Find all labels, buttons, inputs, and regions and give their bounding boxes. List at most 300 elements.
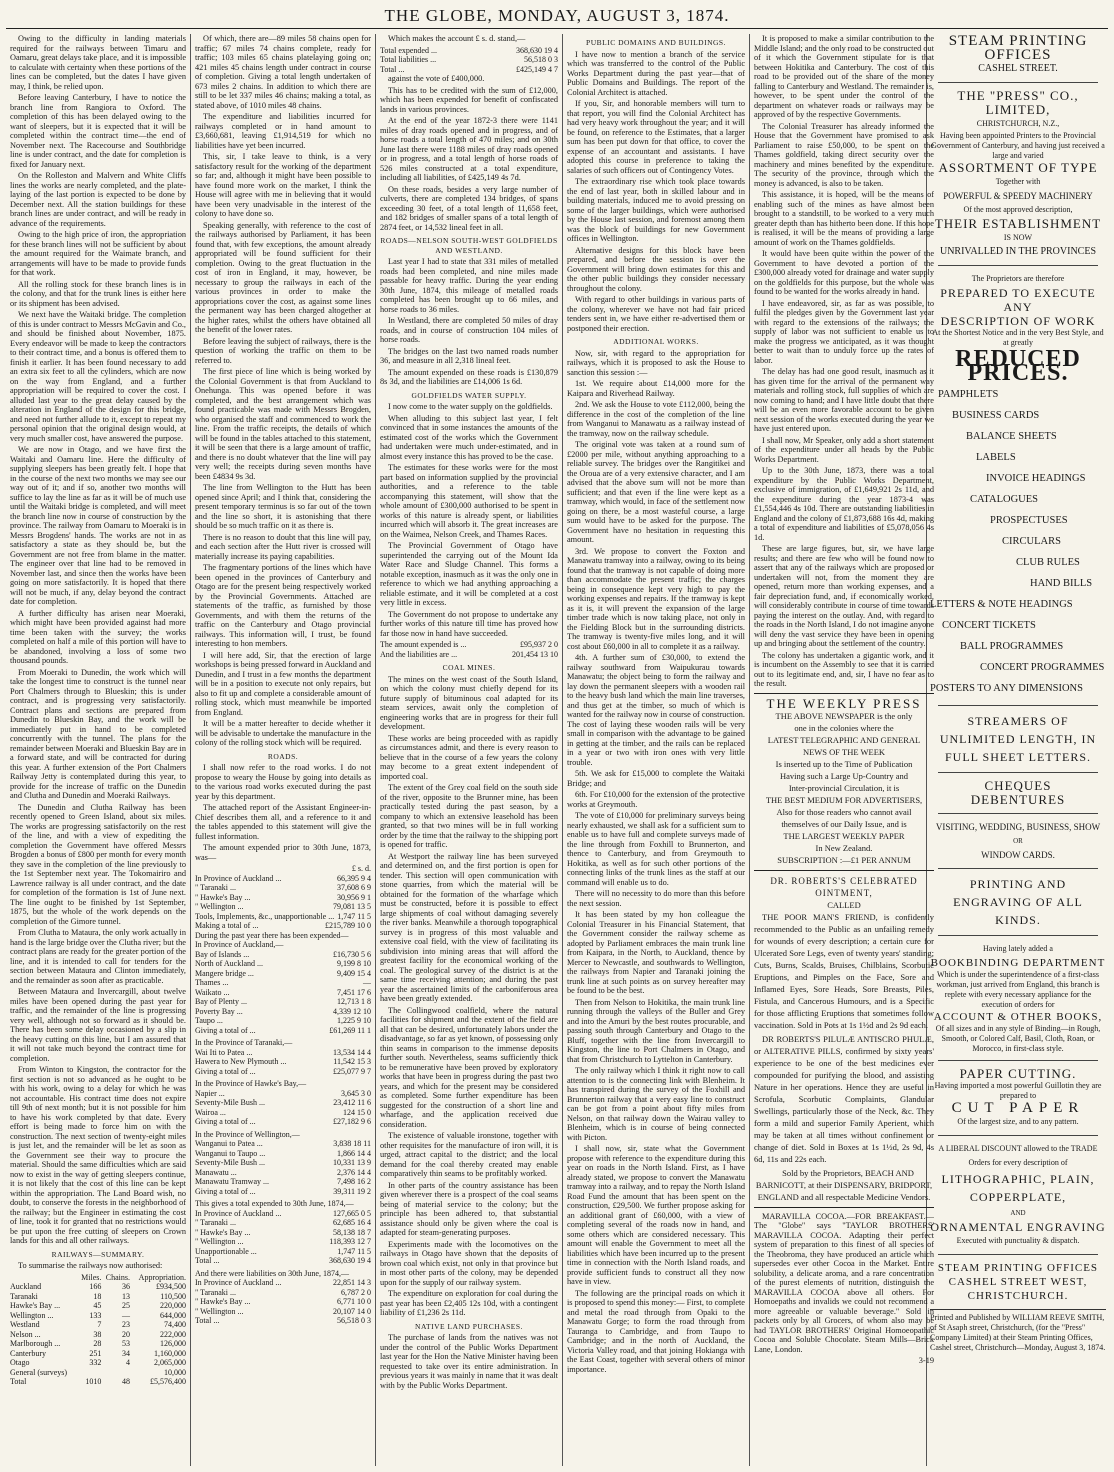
water-paragraphs bbox=[380, 402, 558, 638]
paragraph: I shall now, Mr Speaker, only add a short statement of the expenditure under all heads by the Public Works Department. bbox=[754, 435, 934, 464]
summary-cell: 13 bbox=[122, 1291, 131, 1301]
ad-item: BUSINESS CARDS bbox=[952, 410, 1040, 421]
account-label: Wai Iti to Patea ... bbox=[195, 1047, 253, 1057]
summary-cell: General (surveys) bbox=[10, 1367, 68, 1377]
account-amount: 30,956 9 1 bbox=[337, 892, 371, 902]
ad-bind: BOOKBINDING DEPARTMENT bbox=[930, 957, 1106, 969]
account-amount: 3,838 18 11 bbox=[333, 1139, 371, 1148]
paragraph: It will be a matter hereafter to decide whether it will be advisable to undertake the manufacture in the colony of the rolling stock which will be required. bbox=[195, 719, 371, 747]
account-amount: 79,081 13 5 bbox=[333, 902, 371, 911]
account-row bbox=[195, 893, 371, 903]
cocoa-ref: 3-19 bbox=[918, 1356, 934, 1365]
paragraph: The expenditure and liabilities incurred for railways completed or in hand amount to £3,660,681, leaving £1,914,519 for which no liabilities have yet been incurred. bbox=[195, 112, 371, 150]
paragraph: A further difficulty has arisen near Moeraki, which might have been provided against had more time been taken with the survey; the works completed on half a mile of this portion will have to be abandoned, involving a loss of some two thousand pounds. bbox=[10, 608, 186, 665]
summary-cell: Canterbury bbox=[10, 1348, 46, 1358]
account-amount: £61,269 11 1 bbox=[329, 1025, 371, 1035]
paragraph: At the end of the year 1872-3 there were 1141 miles of dray roads opened and in progress, and of horse roads a total length of 470 miles; and on 30th June last there were 1188 miles of dray roads opened or in progress, and a total length of horse roads of 526 miles constructed at a total expenditure, including all liabilities, of £425,149 4s 7d. bbox=[380, 116, 558, 182]
account-label: " Hawke's Bay ... bbox=[195, 1297, 251, 1306]
ad-guillotin: Having imported a most powerful Guillotin they are prepared to bbox=[934, 1081, 1102, 1100]
ad-desc: DESCRIPTION OF WORK bbox=[940, 314, 1096, 328]
ad-item: BALL PROGRAMMES bbox=[960, 641, 1064, 652]
ad-sizes: Of all sizes and in any style of Binding—in Rough, Smooth, or Colored Calf, Basil, Cloth, Roan, or Morocco, in first-class style. bbox=[935, 1024, 1101, 1053]
account-row bbox=[195, 1218, 371, 1228]
additional-item: The only railway which I think it right now to call attention to is the connecting link with Blenheim. It has transpired during the survey of the Foxhill and Brunnerton railway that a very easy line to construct can be got from a point about fifty miles from Nelson, on that railway down the Wairau valley to Blenheim, which is in course of being connected with Picton. bbox=[567, 1066, 745, 1142]
paragraph: Before leaving Canterbury, I have to notice the branch line from Rangiora to Oxford. The completion of this has been delayed owing to the want of sleepers, but it is expected that it will be completed within the contract time—the end of November next. The Racecourse and Southbridge line is under contract, and the date for completion is fixed for January next. bbox=[10, 93, 186, 169]
account-amount: 9,199 8 10 bbox=[337, 959, 371, 968]
ad-item: PAMPHLETS bbox=[938, 389, 999, 400]
paragraph: When alluding to this subject last year, I felt convinced that in some instances the amounts of the estimated cost of the works which the Government had undertaken were much under-estimated, and in almost every instance this has proved to be the case. bbox=[380, 413, 558, 461]
summary-cell: 166 bbox=[89, 1282, 102, 1291]
account-label: Poverty Bay ... bbox=[195, 1006, 243, 1016]
account-amount: 1,747 11 5 bbox=[337, 911, 371, 921]
summary-row bbox=[10, 1330, 186, 1340]
summary-cell: 110,500 bbox=[160, 1291, 186, 1301]
column-5 bbox=[754, 34, 934, 1466]
account-intro: During the past year there has been expended— bbox=[195, 930, 349, 940]
weekly-press-line: THE LARGEST WEEKLY PAPER bbox=[783, 830, 905, 841]
account-amount: 13,534 14 4 bbox=[333, 1047, 371, 1057]
paragraph: Owing to the high price of iron, the appropriation for these branch lines will not be sufficient by about the amount required for the Waimate branch, and arrangements will have to be made to provide funds for that work. bbox=[10, 230, 186, 277]
coal-heading: COAL MINES. bbox=[442, 663, 496, 672]
summary-cell: 48 bbox=[122, 1377, 131, 1386]
account-label: Wairoa ... bbox=[195, 1107, 226, 1117]
summary-cell: 1010 bbox=[85, 1377, 102, 1386]
native-paragraphs bbox=[380, 1333, 558, 1390]
paragraph: The colony has undertaken a gigantic work, and it is incumbent on the Assembly to see that it is carried out to its legitimate end, and, sir, I have no fear as to the result. bbox=[754, 650, 934, 688]
paragraph: From Winton to Kingston, the contractor for the first section is not so advanced as he ought to be with his work, owing to a delay for which he was not accountable. His contract time does not expire till 9th of next month; but it is not possible for him to have his work completed by that date. Every effort is being made to force him on with the construction. The next section of twenty-eight miles is just let, and the remainder will be let as soon as the Government see their way to procure the material. Should the same difficulties which are said now to exist in the way of getting sleepers continue, it is not likely that the cost of this line can be kept within the appropriation. The Land Board wish, no doubt, to conserve the forests in the neighborhood of the railway; but the Engineer in estimating the cost of line, took it for granted that no restrictions would be put upon the free cutting of sleepers on Crown lands for this and all other railways. bbox=[10, 1065, 186, 1245]
summary-cell: 7 bbox=[97, 1320, 102, 1329]
ad-city: CHRISTCHURCH, N.Z., bbox=[976, 119, 1060, 128]
account-label: Total expended ... bbox=[380, 45, 437, 55]
account-amount: 62,685 16 4 bbox=[333, 1218, 371, 1227]
summary-cell: 74,400 bbox=[164, 1320, 186, 1329]
weekly-press-line: themselves of our Daily Issue, and is bbox=[781, 818, 907, 829]
summary-cell: 133 bbox=[89, 1310, 102, 1320]
ad-unrivalled: UNRIVALLED IN THE PROVINCES bbox=[939, 246, 1097, 257]
summary-header-row bbox=[10, 1273, 186, 1283]
account-label: Manawatu ... bbox=[195, 1167, 237, 1177]
ointment-ad bbox=[754, 870, 934, 1203]
account-row bbox=[195, 874, 371, 884]
column-3 bbox=[380, 34, 558, 1466]
ad-company: THE "PRESS" CO., LIMITED, bbox=[957, 88, 1079, 117]
weekly-press-line: LATEST TELEGRAPHIC AND GENERAL bbox=[767, 734, 921, 745]
account-row bbox=[195, 1307, 371, 1317]
additional-item: It has been stated by my hon colleague the Colonial Treasurer in his Financial Statement, that the Government consider the railway scheme as adopted by Parliament embraces the main trunk line from Kaipara, in the North, to Auckland, thence by Mercer to Newcastle, and southwards to Wellington, the railways from Napier and Taranaki joining the trunk line at such points as on survey hereafter may be found to be the best. bbox=[567, 910, 745, 995]
summary-header-cell: Chains. bbox=[105, 1272, 131, 1282]
paragraph: Last year I had to state that 331 miles of metalled roads had been completed, and nine miles made passable for heavy traffic. During the year ending 30th June, 1874, this mileage of metalled roads completed has been brought up to 66 miles, and horse roads to 36 miles. bbox=[380, 257, 558, 314]
column-5-paragraphs bbox=[754, 34, 934, 689]
account-row bbox=[380, 55, 558, 65]
paragraph: I shall now refer to the road works. I do not propose to weary the House by going into details as to the various road works executed during the past year by this department. bbox=[195, 763, 371, 801]
summary-cell: Marlborough ... bbox=[10, 1339, 61, 1348]
ad-bind-body: Which is under the superintendence of a first-class workman, just arrived from England, this branch is replete with every necessary appliance for the execution of orders for bbox=[936, 970, 1100, 1009]
account-label: The amount expended is ... bbox=[380, 640, 467, 649]
paragraph: These works are being proceeded with as rapidly as circumstances admit, and there is every reason to believe that in the course of a few years the colony may become to a great extent independent of imported coal. bbox=[380, 733, 558, 781]
paragraph: The extent of the Grey coal field on the south side of the river, opposite to the Brunner mine, has been practically tested during the past season, by a company to which an extensive leasehold has been granted, so that two mines will be in full working order by the time that the railway to the shipping port is opened for traffic. bbox=[380, 783, 558, 849]
additional-item: 4th. A further sum of £30,000, to extend the railway southward from Waipukurau towards Manawatu; the object being to form the railway and lay down the permanent sleepers with a wooden rail to the heavy bush land which the main line traverses, and thus get at the timber, so much of which is wanted for the railway now in course of construction. The cost of laying these wooden rails will be very small in comparison with the advantage to be gained in getting at the timber, and the rails can be replaced in a year or two with iron ones with very little trouble. bbox=[567, 653, 745, 767]
ad-item: BALANCE SHEETS bbox=[966, 431, 1057, 442]
weekly-press-line: Inter-provincial Circulation, it is bbox=[788, 782, 900, 793]
account-amount: £16,730 5 6 bbox=[333, 949, 371, 959]
summary-cell: 644,000 bbox=[160, 1310, 186, 1320]
paragraph: The attached report of the Assistant Engineer-in-Chief describes them all, and a reference to it and the tables appended to this statement will give the fullest information. bbox=[195, 803, 371, 841]
account-row bbox=[380, 650, 558, 660]
ad-item: LETTERS & NOTE HEADINGS bbox=[930, 599, 1073, 610]
ad-approved: Of the most approved description, bbox=[963, 205, 1073, 214]
paragraph: The estimates for these works were for the most part based on information supplied by the provincial authorities, and a reference to the table accompanying this statement, will show that the whole amount of £300,000 authorised to be spent in works of this nature is already spent, or liabilities incurred which will absorb it. The great increases are on the Waimea, Nelson Creek, and Thames Races. bbox=[380, 463, 558, 539]
paragraph: We are now in Otago, and we have first the Waitaki and Oamaru line. Here the difficulty of supplying sleepers has been greatly felt. I hope that in the course of the next two months we may see our way out of it; and if so, another two months will suffice to lay the line as far as it will be of much use until the Waitaki bridge is completed, and will meet the branch line now in course of construction by the province. The railway from Oamaru to Moeraki is in Messrs Brogdens' hands. The works are not in as satisfactory a state as they should be, but the Government are not free from blame in the matter. The engineer over that line had to be removed in November last, and since then the works have been going on more satisfactorily. It is hoped that there will not be much, if any, delay beyond the contract date for completion. bbox=[10, 445, 186, 606]
native-heading: NATIVE LAND PURCHASES. bbox=[415, 1321, 523, 1331]
summary-intro: To summarise the railways now authorised: bbox=[18, 1261, 163, 1270]
account-row bbox=[195, 912, 371, 922]
ad-item: POSTERS TO ANY DIMENSIONS bbox=[930, 683, 1083, 694]
summary-cell: 36 bbox=[122, 1282, 131, 1291]
column-divider bbox=[749, 34, 750, 1466]
account-label: " Hawke's Bay ... bbox=[195, 892, 251, 902]
ad-item: CONCERT TICKETS bbox=[942, 620, 1036, 631]
paragraph: I have now to mention a branch of the service which was transferred to the control of the Public Works Department during the past year—that of Public Domains and Buildings. The report of the Colonial Architect is attached. bbox=[567, 49, 745, 97]
paragraph: The Provincial Government of Otago have superintended the carrying out of the Mount Ida Water Race and Sludge Channel. This forms a notable exception, inasmuch as it was the only one in reference to which we had anything approaching a reliable estimate, and it will be completed at a cost very little in excess. bbox=[380, 541, 558, 607]
additional-intro: Now, sir, with regard to the appropriation for railways, which it is proposed to ask the House to sanction this session :— bbox=[567, 348, 745, 377]
account-intro: And there were liabilities on 30th June, 1874,— bbox=[195, 1268, 349, 1278]
ad-estab: THEIR ESTABLISHMENT bbox=[934, 216, 1102, 231]
account-label: Thames ... bbox=[195, 978, 229, 987]
account-amount: £95,937 2 0 bbox=[520, 640, 558, 649]
summary-header-cell bbox=[10, 1273, 77, 1283]
account-subhead: In Province of Auckland,— bbox=[195, 940, 284, 949]
account-amount: 127,665 0 5 bbox=[333, 1208, 371, 1218]
summary-row bbox=[10, 1311, 186, 1321]
account-subhead: In the Province of Wellington,— bbox=[195, 1129, 300, 1139]
paragraph: If you, Sir, and honorable members will turn to that report, you will find the Colonial Architect has had very heavy work throughout the year; and it will be found, on reference to the Estimates, that a larger sum has been put down for that office, to cover the expense of an accountant and assistants. I have adopted this course in preference to taking the salaries of such officers out of Contingency Votes. bbox=[567, 99, 745, 175]
paragraph: In other parts of the country assistance has been given wherever there is a prospect of the coal seams being of material service to the colony; but the principle has been adhered to, that substantial assistance should only be given where the coal is adapted for steam-generating purposes. bbox=[380, 1180, 558, 1237]
paragraph: Before leaving the subject of railways, there is the question of working the traffic on them to be referred to. bbox=[195, 336, 371, 365]
summary-cell: 220,000 bbox=[160, 1301, 186, 1310]
masthead-rule bbox=[6, 28, 1108, 29]
account-row bbox=[195, 1237, 371, 1247]
nelson-paragraphs bbox=[380, 257, 558, 387]
summary-cell bbox=[101, 1368, 130, 1378]
summary-cell: — bbox=[122, 1310, 131, 1320]
account-row bbox=[195, 950, 371, 960]
account-row bbox=[195, 1089, 371, 1099]
summary-cell: Nelson ... bbox=[10, 1329, 41, 1339]
summary-cell: 23 bbox=[122, 1320, 131, 1329]
roads-heading: ROADS. bbox=[267, 751, 299, 761]
account-amount: £215,789 10 0 bbox=[325, 921, 371, 930]
summary-cell: 38 bbox=[93, 1329, 102, 1339]
summary-cell: 53 bbox=[122, 1339, 131, 1348]
account-amount: 4,339 12 10 bbox=[333, 1006, 371, 1016]
paragraph: The line from Wellington to the Hutt has been opened since April; and I think that, considering the present temporary terminus is so far out of the town and the line so short, it is astonishing that there should be so much traffic on it as there is. bbox=[195, 483, 371, 530]
ad-item: CATALOGUES bbox=[970, 494, 1038, 505]
account-row bbox=[195, 1297, 371, 1307]
weekly-press-line: NEWS OF THE WEEK bbox=[802, 746, 886, 757]
paragraph: Alternative designs for this block have been prepared, and before the session is over the Government will bring down estimates for this and the other public buildings they consider necessary throughout the colony. bbox=[567, 245, 745, 293]
additional-item: 5th. We ask for £15,000 to complete the Waitaki Bridge; and bbox=[567, 769, 745, 788]
account-row bbox=[195, 969, 371, 979]
paragraph: Of which, there are—89 miles 58 chains open for traffic; 67 miles 74 chains complete, ready for traffic; 103 miles 65 chains platelaying going on; 421 miles 45 chains length under contract in course of completion. Giving a total length undertaken of 673 miles 2 chains. In addition to which there are still to be let 337 miles 46 chains; making a total, as stated above, of 1010 miles 48 chains. bbox=[195, 34, 371, 110]
ad-streamers: STREAMERS OF UNLIMITED LENGTH, IN FULL SHEET LETTERS. bbox=[939, 714, 1097, 764]
ad-debentures: DEBENTURES bbox=[970, 792, 1066, 807]
additional-items bbox=[567, 379, 745, 1374]
additional-item: The vote of £10,000 for preliminary surveys being nearly exhausted, we shall ask for a sufficient sum to enable us to have full and complete surveys made of the line through from Foxhill to Brunnerton, and thence to Canterbury, and from Greymouth to Hokitika, as well as for such other portions of the connecting links of the trunk lines as the staff at our command will enable us to do. bbox=[567, 811, 745, 887]
summary-total-row bbox=[10, 1377, 186, 1387]
paragraph: On these roads, besides a very large number of culverts, there are completed 134 bridges, of spans exceeding 30 feet, of a total length of 11,658 feet, and 182 bridges of smaller spans of a total length of 2874 feet, or 14,532 lineal feet in all. bbox=[380, 184, 558, 232]
summary-header-cell: Appropriation. bbox=[138, 1272, 186, 1282]
additional-heading: ADDITIONAL WORKS. bbox=[613, 337, 699, 346]
paragraph: The amount expended on these roads is £130,879 8s 3d, and the liabilities are £14,006 1s 6d. bbox=[380, 367, 558, 386]
account-amount: 124 15 0 bbox=[343, 1107, 371, 1117]
summary-cell: 28 bbox=[93, 1339, 102, 1348]
account-amount: 66,395 9 4 bbox=[337, 873, 371, 883]
column-4-paragraphs bbox=[567, 50, 745, 334]
account-amount: 56,518 0 3 bbox=[337, 1316, 371, 1325]
account-row bbox=[195, 1007, 371, 1017]
ad-item: LABELS bbox=[976, 452, 1016, 463]
paragraph: The delay has had one good result, inasmuch as it has given time for the arrival of the permanent way materials and rolling stock, full supplies of which are now coming to hand; and I have little doubt that there will be an even more favorable account to be given next session of the works executed during the year we have just entered upon. bbox=[754, 367, 934, 433]
account-label: Wanganui to Patea ... bbox=[195, 1139, 263, 1148]
ad-cut: CUT PAPER bbox=[951, 1100, 1085, 1116]
column-2 bbox=[195, 34, 371, 1466]
weekly-press-ad bbox=[754, 693, 934, 866]
account-total bbox=[195, 1316, 371, 1326]
ad-item: PROSPECTUSES bbox=[990, 515, 1068, 526]
paragraph: The mines on the west coast of the South Island, on which the colony must chiefly depend for its future supply of bituminous coal adapted for its steam services, await only the completion of engineering works that are in progress for their full development. bbox=[380, 674, 558, 731]
summary-cell: 126,000 bbox=[160, 1339, 186, 1348]
paragraph: On the Rolleston and Malvern and White Cliffs lines the works are nearly completed, and the plate-laying of the last portion is expected to be done by December next. All the station buildings for these branch lines are under contract, and will be ready in advance of the requirements. bbox=[10, 171, 186, 228]
ad-visiting: VISITING, WEDDING, BUSINESS, SHOW bbox=[935, 822, 1101, 832]
summary-cell: Auckland bbox=[10, 1282, 42, 1291]
account-row bbox=[195, 1228, 371, 1238]
ad-account: ACCOUNT & OTHER BOOKS, bbox=[933, 1011, 1103, 1023]
weekly-press-line: SUBSCRIPTION :—£1 PER ANNUM bbox=[777, 854, 911, 865]
column-1 bbox=[10, 34, 186, 1466]
paragraph: There is no reason to doubt that this line will pay, and each section after the Hutt river is crossed will materially increase its paying capabilities. bbox=[195, 532, 371, 561]
ad-item: CIRCULARS bbox=[1002, 536, 1061, 547]
summary-cell: 332 bbox=[89, 1358, 102, 1367]
weekly-press-line: Is inserted up to the Time of Publication bbox=[775, 758, 913, 769]
additional-item: The following are the principal roads on which it is proposed to spend this money:— First, to complete and metal the road through from Opaki to the Manawatu Gorge; to form the road through from Tauranga to Cambridge, and from Taupo to Cambridge; and in the north of Auckland, the Victoria Valley road, and that joining Hokianga with the East Coast, together with several others of minor importance. bbox=[567, 1288, 745, 1374]
summary-cell: 251 bbox=[89, 1348, 102, 1358]
ad-printing: PRINTING AND ENGRAVING OF ALL KINDS. bbox=[953, 877, 1083, 927]
ad-or: OR bbox=[1013, 837, 1023, 845]
column-divider bbox=[375, 34, 376, 1466]
additional-item: 3rd. We propose to convert the Foxton and Manawatu tramway into a railway, owing to its being found that the tramway is not capable of doing more than accommodate the present traffic; the charges being in consequence kept very high to pay the working expenses and repairs. If the tramway is kept as it is, it will prevent the expansion of the large timber trade which is now taking place, not only in the Fielding Block but in the surrounding districts. The tramway is twenty-five miles long, and it will cost about £60,000 in all to complete it as a railway. bbox=[567, 546, 745, 651]
summary-cell: 222,000 bbox=[160, 1329, 186, 1339]
account-row bbox=[195, 883, 371, 893]
account-label: In Province of Auckland ... bbox=[195, 1208, 282, 1218]
account-amount: 20,107 14 0 bbox=[333, 1306, 371, 1316]
account-row bbox=[195, 988, 371, 998]
ad-together: Together with bbox=[995, 177, 1041, 186]
account-subhead: In the Province of Taranaki,— bbox=[195, 1038, 293, 1047]
summary-row bbox=[10, 1349, 186, 1359]
weekly-press-title: THE WEEKLY PRESS bbox=[766, 695, 922, 711]
account-amount: 1,866 14 4 bbox=[337, 1148, 371, 1158]
account-label: Giving a total of ... bbox=[195, 1186, 256, 1196]
ad-intro: Having been appointed Printers to the Provincial Government of Canterbury, and having just received a large and varied bbox=[931, 131, 1105, 160]
ad-items bbox=[930, 384, 1106, 699]
account-label: Total ... bbox=[195, 1256, 220, 1265]
ad-litho: LITHOGRAPHIC, PLAIN, COPPERPLATE, bbox=[941, 1172, 1095, 1204]
paragraph: The Government do not propose to undertake any further works of this nature till time has proved how far those now in hand have succeeded. bbox=[380, 609, 558, 638]
weekly-press-line: one in the colonies where the bbox=[794, 722, 894, 733]
paragraph: It is proposed to make a similar contribution to the Middle Island; and the only road to be constructed out of it which the Government stipulate for is that between Hokitika and Canterbury. The cost of this road to be provided out of the share of the money falling to Canterbury and Westland. The remainder is, however, to be spent under the control of the department on whatever roads or railways may be approved of by the respective Governments. bbox=[754, 34, 934, 119]
account-amount: 201,454 13 10 bbox=[512, 649, 558, 659]
paragraph: From Moeraki to Dunedin, the work which will take the longest time to construct is the tunnel near Port Chalmers through to Blueskin; this is under contract, and is progressing very satisfactorily. Contract plans and sections are prepared from Dunedin to Blueskin Bay, and the work will be immediately put in hand to be completed concurrently with the tunnel. The plans for the remainder between Moeraki and Blueskin Bay are in a forward state, and will be contracted for during this year. A further extension of the Port Chalmers Railway Jetty is contemplated during this year, to provide for the increase of traffic on the Dunedin and Clutha and Dunedin and Moeraki Railways. bbox=[10, 667, 186, 800]
coal-paragraphs bbox=[380, 675, 558, 1318]
column-3-paragraphs bbox=[380, 74, 558, 232]
account-amount: 58,138 18 7 bbox=[333, 1227, 371, 1237]
account-amount: 368,630 19 4 bbox=[516, 45, 558, 55]
paragraph: The existence of valuable ironstone, together with other requisites for the manufacture of iron will, it is urged, attract capital to the district; and the local demand for the coal thereby created may enable comparatively thin seams to be profitably worked. bbox=[380, 1131, 558, 1178]
account-total bbox=[195, 1117, 371, 1127]
ad-orders: Orders for every description of bbox=[968, 1158, 1068, 1167]
ad-and: AND bbox=[1010, 1209, 1026, 1217]
summary-cell bbox=[77, 1368, 101, 1378]
roads-paragraphs bbox=[195, 763, 371, 862]
additional-item: 1st. We require about £14,000 more for the Kaipara and Riverhead Railway. bbox=[567, 379, 745, 398]
summary-cell: 18 bbox=[93, 1291, 102, 1301]
account-amount: £25,077 9 7 bbox=[333, 1066, 371, 1076]
column-1-paragraphs bbox=[10, 34, 186, 1246]
summary-cell: Taranaki bbox=[10, 1291, 38, 1301]
paragraph: I have endeavored, sir, as far as was possible, to fulfil the pledges given by the Government last year with regard to the extensions of the railways; the supply of labor was not sufficient to enable us to make the progress we anticipated, as it was thought better to wait than to unduly force up the rates of labor. bbox=[754, 298, 934, 365]
ad-assort: ASSORTMENT OF TYPE bbox=[938, 160, 1098, 175]
paragraph: From Clutha to Mataura, the only work actually in hand is the large bridge over the Clutha river; but the contract plans are ready for the greater portion of the line, and it is intended to call for tenders for the section between Mataura and Clinton immediately, and the remainder as soon after as practicable. bbox=[10, 928, 186, 985]
summary-cell: Otago bbox=[10, 1358, 30, 1367]
summary-cell: Wellington ... bbox=[10, 1310, 54, 1320]
account-row bbox=[195, 959, 371, 969]
account-label: Bay of Plenty ... bbox=[195, 997, 247, 1006]
account-label: Mangere bridge ... bbox=[195, 968, 254, 978]
account-row bbox=[195, 1108, 371, 1118]
ad-notice: At the Shortest Notice and in the very Best Style, and at greatly bbox=[932, 328, 1104, 347]
account-header: £ s. d. bbox=[351, 864, 371, 873]
weekly-press-line: In New Zealand. bbox=[815, 842, 873, 853]
account-label: Giving a total of ... bbox=[195, 1025, 256, 1035]
nelson-heading: ROADS—NELSON SOUTH-WEST GOLDFIELDS AND WESTLAND. bbox=[380, 236, 558, 255]
account-label: Making a total of ... bbox=[195, 921, 259, 930]
weekly-press-line: Also for those readers who cannot avail bbox=[776, 806, 912, 817]
summary-row bbox=[10, 1282, 186, 1292]
account-label: Tools, Implements, &c., unapportionable ... bbox=[195, 911, 335, 921]
account-amount: 1,747 11 5 bbox=[337, 1246, 371, 1256]
domains-heading: PUBLIC DOMAINS AND BUILDINGS. bbox=[586, 38, 726, 47]
paragraph: At Westport the railway line has been surveyed and determined on, and the first portion is open for tender. This section will open communication with stone quarries, from which the material will be obtained for the formation of the wharfage which must be constructed, before it is possible to effect large shipments of coal without damaging severely the river banks. Meanwhile a thorough topographical survey is in progress of this most valuable and extensive coal field, with the view of facilitating its subdivision into mining areas that will afford the greatest facility for the economical working of the coal. The geological survey of the district is at the same time receiving attention; and during the past year the ascertained limits of the carboniferous area have been greatly extended. bbox=[380, 851, 558, 1003]
paragraph: The fragmentary portions of the lines which have been opened in the provinces of Canterbury and Otago are for the present being respectively worked by the Provincial Governments. Attached are statements of the traffic, as furnished by those Governments, and with them the returns of the traffic on the Canterbury and Otago provincial railways. This information will, I trust, be found interesting to hon members. bbox=[195, 563, 371, 648]
ad-item: HAND BILLS bbox=[1030, 578, 1093, 589]
ad-discount: A LIBERAL DISCOUNT allowed to the TRADE bbox=[938, 1144, 1098, 1153]
account-row bbox=[380, 46, 558, 56]
cocoa-body: MARAVILLA COCOA.—FOR BREAKFAST.—The "Globe" says "TAYLOR BROTHERS' MARAVILLA COCOA. Adapting their perfect system of preparation to this finest of all species of the Theobroma, they have produced an article which supersedes ever other Cocoa in the Market. Entire solubility, a delicate aroma, and a rare concentration of the purest elements of nutrition, distinguish the MARAVILLA COCOA above all others. For Homoepaths and invalids we could not recommend a more agreeable or valuable beverage." Sold in packets only by all Grocers, of whom also may be had TAYLOR BROTHERS' Original Homoeopathic Cocoa and Soluble Chocolate. Steam Mills—Brick Lane, London. bbox=[754, 1211, 934, 1354]
weekly-press-lines bbox=[754, 710, 934, 866]
masthead: THE GLOBE, MONDAY, AUGUST 3, 1874. bbox=[384, 6, 730, 25]
summary-row bbox=[10, 1301, 186, 1311]
paragraph: I will here add, Sir, that the erection of large workshops is being pressed forward in Auckland and Dunedin, and I trust in a few months the department will be in a position to execute not only repairs, but also to fit up and complete a considerable amount of rolling stock, which must meanwhile be imported from England. bbox=[195, 650, 371, 717]
paragraph: The purchase of lands from the natives was not under the control of the Public Works Department last year for the Hon the Native Minister having been requested to take over its entire administration. In previous years it was mainly in name that it was dealt with by the Public Works Department. bbox=[380, 1333, 558, 1390]
account-row bbox=[380, 640, 558, 650]
account-row bbox=[195, 1048, 371, 1058]
ad-exec: Executed with punctuality & dispatch. bbox=[956, 1236, 1080, 1245]
ointment-body: THE POOR MAN'S FRIEND, is confidently recommended to the Public as an unfailing remedy for wounds of every description; a certain cure for Ulcerated Sore Legs, even of twenty years' standing; Cuts, Burns, Scalds, Bruises, Chilblains, Scorbutic Eruptions, and Pimples on the Face, Sore and Inflamed Eyes, Sore Heads, Sore Breasts, Piles, Fistula, and Cancerous Humours, and is a Specific for those afflicting Eruptions that sometimes follow vaccination. Sold in Pots at 1s 1½d and 2s 9d each. bbox=[754, 911, 934, 1030]
account-row bbox=[195, 1098, 371, 1108]
column-2-paragraphs bbox=[195, 34, 371, 748]
summary-row bbox=[10, 1358, 186, 1368]
account-total bbox=[195, 1026, 371, 1036]
pills-body: DR ROBERTS'S PILULÆ ANTISCRO PHULÆ, or ALTERATIVE PILLS, confirmed by sixty years' experience to be one of the best medicines ever compounded for purifying the blood, and assisting Nature in her operations. Hence they are useful in Scrofula, Scorbutic Complaints, Glandular Swellings, particularly those of the Neck, &c. They form a mild and superior Family Aperient, which may be taken at all times without confinement or change of diet. Sold in Boxes at 1s 1½d, 2s 9d, 4s 6d, 11s and 22s each. bbox=[754, 1033, 934, 1164]
account-label: Unapportionable ... bbox=[195, 1246, 257, 1256]
column-4 bbox=[567, 34, 745, 1466]
account-label: North of Auckland ... bbox=[195, 959, 263, 968]
account-row bbox=[195, 1139, 371, 1149]
summary-cell: 10,000 bbox=[164, 1367, 186, 1377]
account-label: " Hawke's Bay ... bbox=[195, 1227, 251, 1237]
paragraph: Owing to the difficulty in landing materials required for the railways between Timaru and Oamaru, great delays take place, and it is impossible to calculate with certainty when these portions of the lines can be completed, but the dates I have given may, I think, be relied upon. bbox=[10, 34, 186, 91]
account-lead: Which makes the account £ s. d. stand,— bbox=[388, 34, 526, 43]
summary-row bbox=[10, 1320, 186, 1330]
account-label: " Taranaki ... bbox=[195, 1287, 236, 1297]
account-label: In Province of Auckland ... bbox=[195, 1278, 282, 1287]
paragraph: We next have the Waitaki bridge. The completion of this is under contract to Messrs McGavin and Co., and should be finished about November, 1875. Every endeavor will be made to keep the contractors to their contract time, and a bonus is offered them to finish it earlier. It has been found necessary to add an extra six feet to all the cylinders, which are now on the way from England, and a further appropriation will be required to cover the cost. I alluded last year to the great delay caused by the alteration in England of the design for this bridge, and need not further allude to it, except to repeat my personal opinion that the original design would, at very much smaller cost, have answered the purpose. bbox=[10, 310, 186, 443]
account-amount: 10,331 13 9 bbox=[333, 1158, 371, 1167]
account-amount: 7,498 16 2 bbox=[337, 1177, 371, 1186]
paragraph: The extraordinary rise which took place towards the end of last year, both in skilled labour and in building materials, induced me to avoid pressing on some of the larger buildings, which were authorised by the House last session, and foremost among them was the block of buildings for new Government offices in Wellington. bbox=[567, 177, 745, 243]
account-row bbox=[195, 1149, 371, 1159]
paragraph: All the rolling stock for these branch lines is in the colony, and that for the trunk lines is either here or its shipment has been advised. bbox=[10, 279, 186, 308]
paragraph: against the vote of £400,000. bbox=[388, 74, 485, 83]
summary-cell: £5,576,400 bbox=[150, 1377, 186, 1386]
summary-cell: 25 bbox=[122, 1301, 131, 1310]
ointment-called: CALLED bbox=[827, 899, 861, 910]
account-amount: 7,451 17 6 bbox=[337, 987, 371, 997]
account-label: Total ... bbox=[380, 64, 405, 74]
account-amount: £27,182 9 6 bbox=[333, 1117, 371, 1126]
column-divider bbox=[562, 34, 563, 1466]
account-amount: 9,409 15 4 bbox=[337, 968, 371, 978]
summary-cell: 45 bbox=[93, 1301, 102, 1310]
paragraph: Up to the 30th June, 1873, there was a total expenditure by the Public Works Department, exclusive of immigration, of £1,649,921 2s 11d, and the expenditure during the year 1873-4 was £1,554,446 4s 10d. There are outstanding liabilities in England and the colony of £1,873,688 16s 4d, making a total of expenditure and liabilities of £5,078,056 4s 1d. bbox=[754, 466, 934, 542]
ad-largest: Of the largest size, and to any pattern. bbox=[957, 1117, 1079, 1126]
summary-cell: Westland bbox=[10, 1320, 40, 1329]
account-amount: 2,376 14 4 bbox=[337, 1167, 371, 1177]
ointment-title: DR. ROBERTS'S CELEBRATED OINTMENT, bbox=[770, 875, 918, 898]
paragraph: This has to be credited with the sum of £12,000, which has been expended for benefit of confiscated lands in various provinces. bbox=[380, 85, 558, 114]
summary-cell: 4 bbox=[126, 1358, 131, 1367]
account-amount: 39,311 19 2 bbox=[333, 1186, 371, 1196]
account-amount: 56,518 0 3 bbox=[524, 55, 558, 64]
additional-item: There will no necessity to do more than this before the next session. bbox=[567, 889, 745, 908]
railway-summary-table bbox=[10, 1273, 186, 1387]
water-account bbox=[380, 640, 558, 659]
account-row bbox=[195, 1278, 371, 1288]
ad-steam2: STEAM PRINTING OFFICES bbox=[937, 1262, 1099, 1274]
account-label: " Wellington ... bbox=[195, 1237, 244, 1246]
account-amount: 118,393 12 7 bbox=[329, 1237, 371, 1246]
ad-chch: CHRISTCHURCH. bbox=[967, 1290, 1069, 1302]
summary-row bbox=[10, 1339, 186, 1349]
summary-heading: RAILWAYS—SUMMARY. bbox=[51, 1249, 145, 1259]
paragraph: With regard to other buildings in various parts of the colony, wherever we have not had fair priced tenders sent in, we have either re-advertised them or postponed their erection. bbox=[567, 295, 745, 333]
summary-header-cell: Miles. bbox=[81, 1272, 102, 1282]
paragraph: The bridges on the last two named roads number 36, and measure in all 2,318 lineal feet. bbox=[380, 346, 558, 365]
account-amount: 22,851 14 3 bbox=[333, 1278, 371, 1287]
summary-row bbox=[10, 1368, 186, 1378]
account-label: Hawera to New Plymouth ... bbox=[195, 1057, 287, 1066]
ad-window: WINDOW CARDS. bbox=[981, 850, 1055, 860]
